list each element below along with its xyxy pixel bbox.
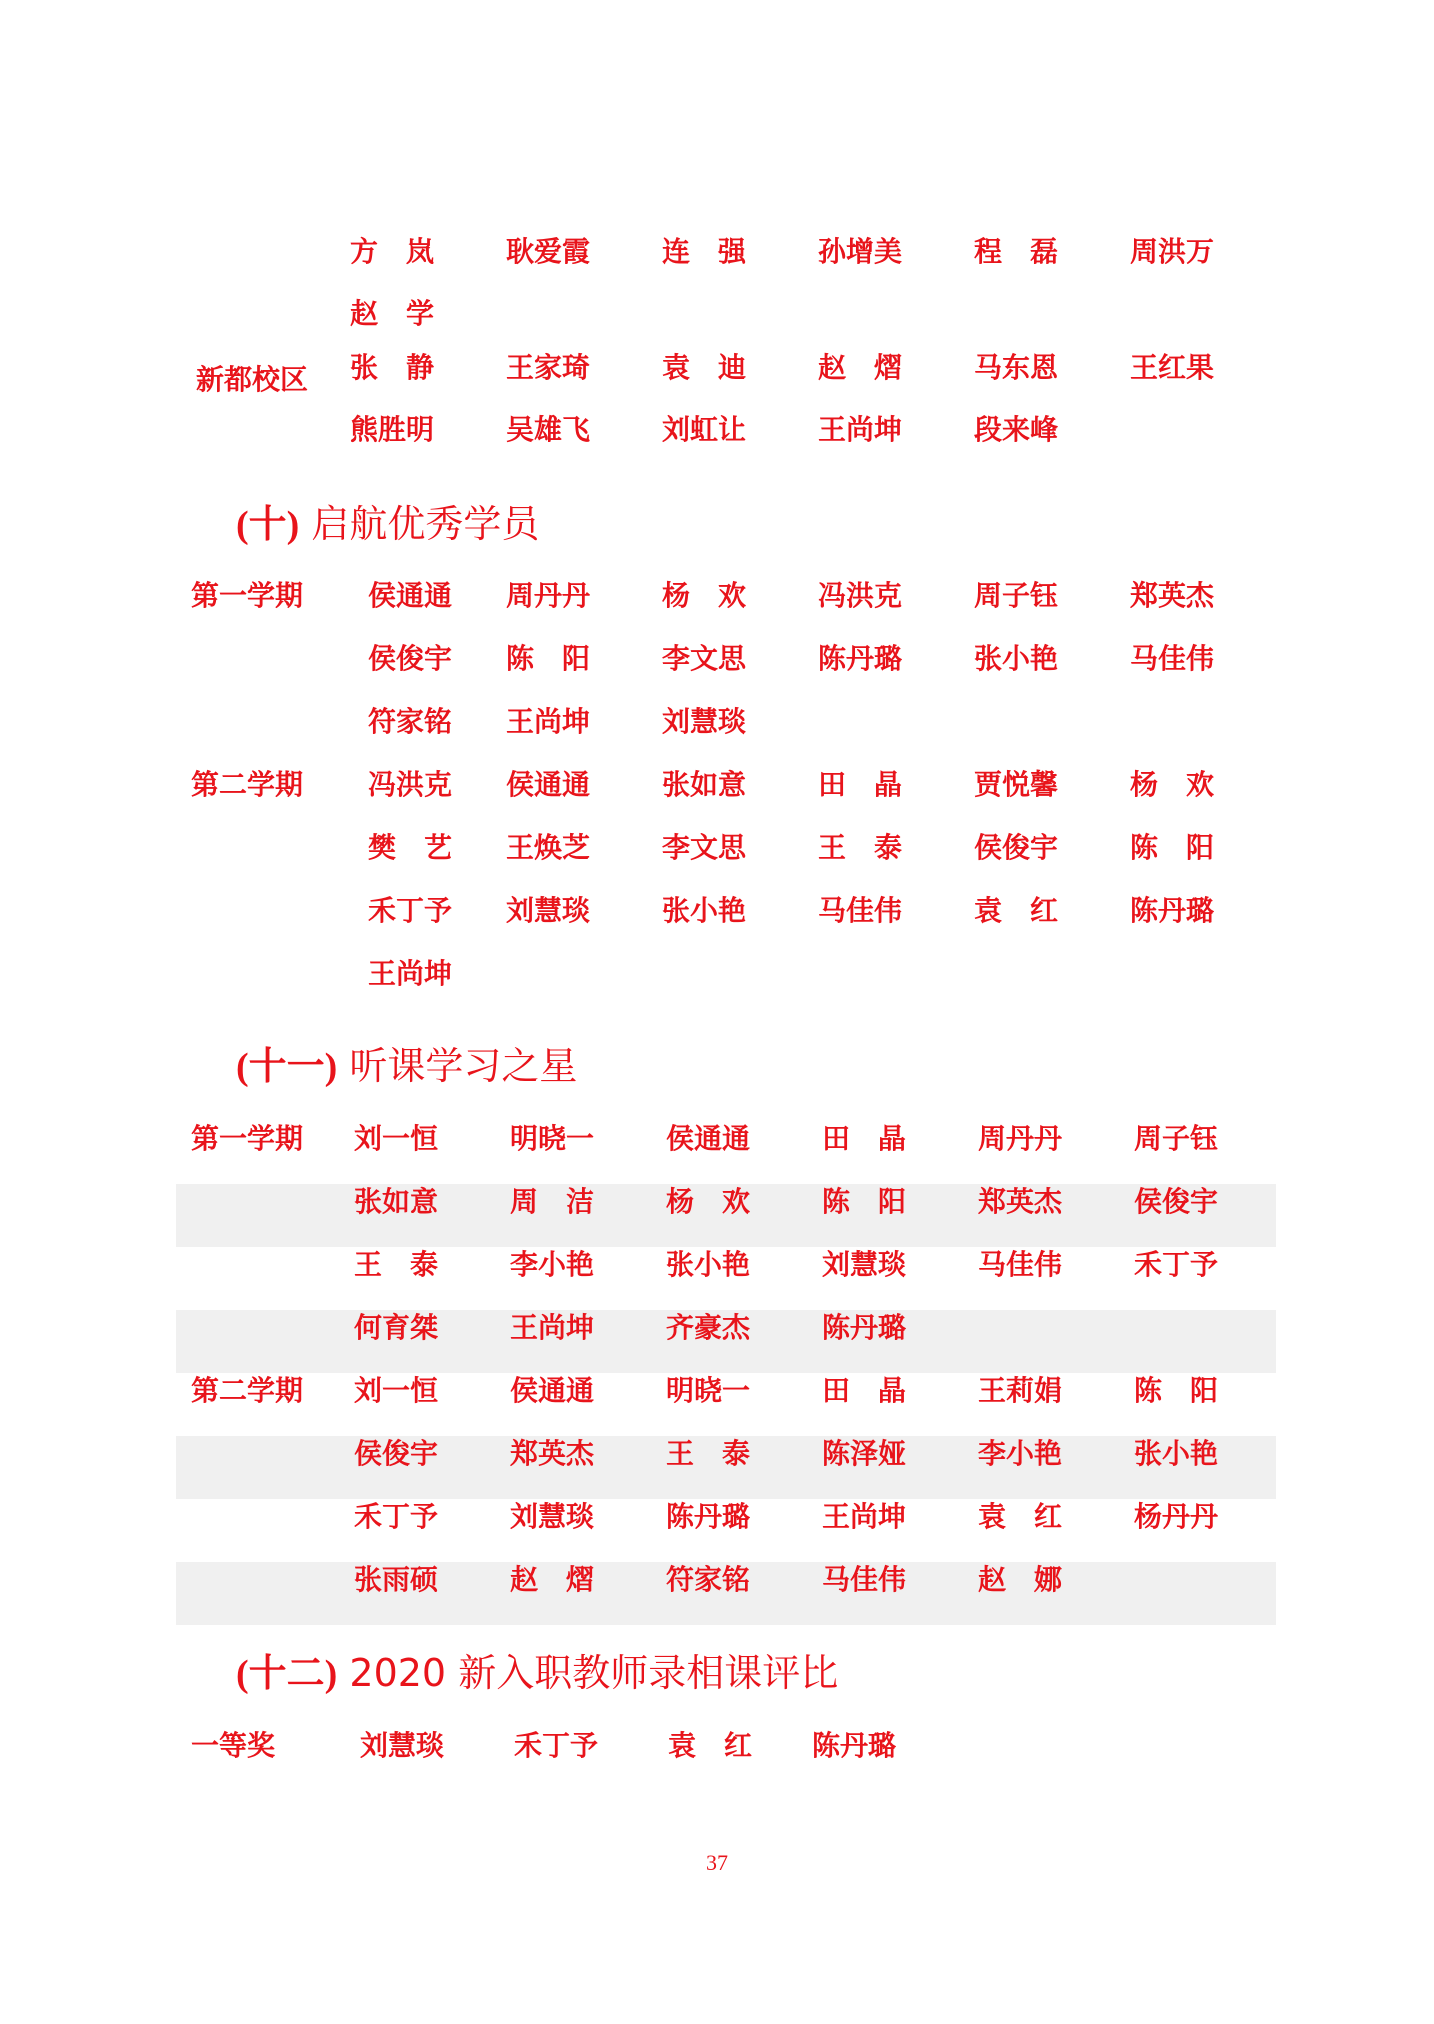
person-name: 王红果	[1130, 351, 1215, 384]
person-name: 田 晶	[822, 1374, 907, 1407]
term-label: 第二学期	[191, 1374, 304, 1407]
person-name: 王焕芝	[506, 831, 591, 864]
person-name: 明晓一	[510, 1122, 595, 1155]
person-name: 张小艳	[662, 894, 747, 927]
person-name: 贾悦馨	[974, 768, 1059, 801]
person-name: 马佳伟	[978, 1248, 1063, 1281]
person-name: 张雨硕	[354, 1563, 439, 1596]
person-name: 王家琦	[506, 351, 591, 384]
person-name: 赵 娜	[978, 1563, 1063, 1596]
person-name: 张小艳	[666, 1248, 751, 1281]
section-title: 启航优秀学员	[311, 502, 540, 546]
person-name: 侯俊宇	[354, 1437, 439, 1470]
person-name: 刘一恒	[354, 1122, 439, 1155]
person-name: 李小艳	[978, 1437, 1063, 1470]
term-label: 第二学期	[191, 768, 304, 801]
person-name: 王 泰	[818, 831, 903, 864]
person-name: 陈泽娅	[822, 1437, 907, 1470]
person-name: 侯通通	[666, 1122, 751, 1155]
person-name: 熊胜明	[350, 413, 435, 446]
person-name: 陈 阳	[506, 642, 591, 675]
person-name: 刘慧琰	[510, 1500, 595, 1533]
person-name: 吴雄飞	[506, 413, 591, 446]
award-label: 一等奖	[191, 1729, 276, 1762]
person-name: 陈丹璐	[818, 642, 903, 675]
term-label: 第一学期	[191, 579, 304, 612]
person-name: 张小艳	[974, 642, 1059, 675]
person-name: 刘虹让	[662, 413, 747, 446]
person-name: 王尚坤	[506, 705, 591, 738]
person-name: 周子钰	[974, 579, 1059, 612]
person-name: 刘一恒	[354, 1374, 439, 1407]
person-name: 周丹丹	[978, 1122, 1063, 1155]
person-name: 禾丁予	[368, 894, 453, 927]
person-name: 杨 欢	[662, 579, 747, 612]
section-heading	[236, 502, 540, 546]
person-name: 侯俊宇	[974, 831, 1059, 864]
person-name: 陈 阳	[822, 1185, 907, 1218]
person-name: 杨丹丹	[1134, 1500, 1219, 1533]
person-name: 李文思	[662, 642, 747, 675]
section-number: (十二)	[236, 1653, 338, 1695]
person-name: 方 岚	[350, 235, 435, 268]
person-name: 王尚坤	[510, 1311, 595, 1344]
person-name: 张 静	[350, 351, 435, 384]
person-name: 刘慧琰	[822, 1248, 907, 1281]
person-name: 郑英杰	[1130, 579, 1215, 612]
person-name: 李文思	[662, 831, 747, 864]
person-name: 马东恩	[974, 351, 1059, 384]
person-name: 袁 红	[974, 894, 1059, 927]
person-name: 明晓一	[666, 1374, 751, 1407]
person-name: 陈 阳	[1134, 1374, 1219, 1407]
term-label: 第一学期	[191, 1122, 304, 1155]
page-number: 37	[706, 1850, 728, 1875]
person-name: 陈丹璐	[812, 1729, 897, 1762]
person-name: 张如意	[662, 768, 747, 801]
person-name: 张如意	[354, 1185, 439, 1218]
person-name: 陈 阳	[1130, 831, 1215, 864]
person-name: 周洪万	[1130, 235, 1215, 268]
person-name: 田 晶	[818, 768, 903, 801]
section-title: 听课学习之星	[349, 1044, 578, 1088]
person-name: 冯洪克	[818, 579, 903, 612]
person-name: 袁 迪	[662, 351, 747, 384]
person-name: 袁 红	[978, 1500, 1063, 1533]
section-number: (十)	[236, 504, 300, 546]
campus-label: 新都校区	[196, 363, 309, 396]
person-name: 杨 欢	[666, 1185, 751, 1218]
person-name: 李小艳	[510, 1248, 595, 1281]
person-name: 刘慧琰	[360, 1729, 445, 1762]
person-name: 侯通通	[506, 768, 591, 801]
person-name: 耿爱霞	[506, 235, 591, 268]
person-name: 连 强	[662, 235, 747, 268]
person-name: 田 晶	[822, 1122, 907, 1155]
person-name: 禾丁予	[1134, 1248, 1219, 1281]
person-name: 孙增美	[818, 235, 903, 268]
person-name: 赵 熠	[818, 351, 903, 384]
person-name: 侯通通	[510, 1374, 595, 1407]
person-name: 刘慧琰	[506, 894, 591, 927]
person-name: 马佳伟	[822, 1563, 907, 1596]
person-name: 袁 红	[668, 1729, 753, 1762]
person-name: 侯俊宇	[1134, 1185, 1219, 1218]
person-name: 齐豪杰	[666, 1311, 751, 1344]
person-name: 符家铭	[666, 1563, 751, 1596]
person-name: 陈丹璐	[1130, 894, 1215, 927]
person-name: 程 磊	[974, 235, 1059, 268]
person-name: 陈丹璐	[822, 1311, 907, 1344]
person-name: 王莉娟	[978, 1374, 1063, 1407]
person-name: 马佳伟	[818, 894, 903, 927]
person-name: 何育桀	[354, 1311, 439, 1344]
person-name: 禾丁予	[354, 1500, 439, 1533]
person-name: 段来峰	[974, 413, 1059, 446]
person-name: 周丹丹	[506, 579, 591, 612]
person-name: 周子钰	[1134, 1122, 1219, 1155]
person-name: 张小艳	[1134, 1437, 1219, 1470]
person-name: 侯俊宇	[368, 642, 453, 675]
section-number: (十一)	[236, 1046, 338, 1088]
person-name: 赵 学	[350, 297, 435, 330]
person-name: 王尚坤	[368, 957, 453, 990]
person-name: 侯通通	[368, 579, 453, 612]
person-name: 郑英杰	[510, 1437, 595, 1470]
person-name: 王 泰	[354, 1248, 439, 1281]
section-title: 2020 新入职教师录相课评比	[349, 1651, 839, 1695]
section-heading	[236, 1651, 839, 1695]
section-heading	[236, 1044, 578, 1088]
person-name: 刘慧琰	[662, 705, 747, 738]
person-name: 王尚坤	[822, 1500, 907, 1533]
person-name: 禾丁予	[514, 1729, 599, 1762]
person-name: 郑英杰	[978, 1185, 1063, 1218]
person-name: 杨 欢	[1130, 768, 1215, 801]
person-name: 周 洁	[510, 1185, 595, 1218]
person-name: 冯洪克	[368, 768, 453, 801]
person-name: 王尚坤	[818, 413, 903, 446]
person-name: 樊 艺	[368, 831, 453, 864]
person-name: 马佳伟	[1130, 642, 1215, 675]
person-name: 王 泰	[666, 1437, 751, 1470]
person-name: 赵 熠	[510, 1563, 595, 1596]
person-name: 符家铭	[368, 705, 453, 738]
person-name: 陈丹璐	[666, 1500, 751, 1533]
